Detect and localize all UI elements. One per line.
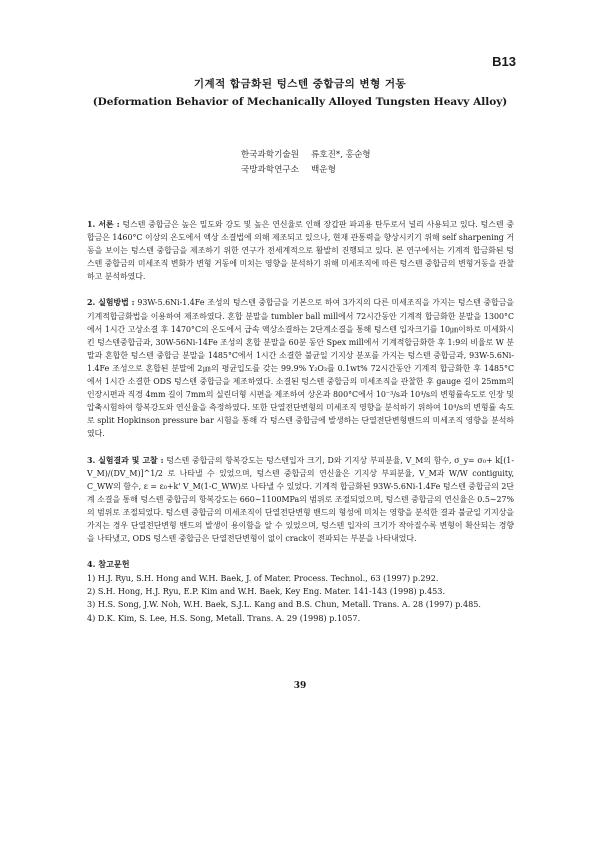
author-block: [0, 148, 600, 178]
references: [87, 558, 514, 625]
section-text: 텅스텐 중합금의 항복강도는 텅스텐입자 크기, D와 기지상 부피분율, V_M의 함수, σ_y= σ₀+ k[(1-V_M)/(DV_M)]^1/2 로 나타낼 수 있었으며, 텅스텐 중합금의 연신율은 기지상 부피분율, V_M과 W/W contiguity, C_WW의 함수, ε = ε₀+k' V_M(1-C_WW)로 나타낼 수 있었다. 기계적 합금화된 93W-5.6Ni-1.4Fe 텅스텐 중합금의 2단계 소결을 통해 텅스텐 중합금의 항복강도는 660~1100MPa의 범위로 조절되었으며, 텅스텐 중합금의 연신율은 0.5~27%의 범위로 조절되었다. 텅스텐 중합금의 미세조직이 단열전단변형 밴드의 형성에 미치는 영향을 분석한 결과 불균일 기지상을 가지는 경우 단열전단변형 밴드의 발생이 용이함을 알 수 있었으며, 텅스텐 입자의 크기가 작아질수록 변형이 확산되는 경향을 나타냈고, ODS 텅스텐 중합금은 단열전단변형이 없이 crack이 전파되는 부분을 나타내었다.: [87, 455, 514, 544]
section-methods: [87, 296, 514, 440]
section-text: 93W-5.6Ni-1.4Fe 조성의 텅스텐 중합금을 기본으로 하여 3가지의 다른 미세조직을 가지는 텅스텐 중합금을 기계적합금화법을 이용하여 제조하였다. 혼합 분말을 tumbler ball mill에서 72시간동안 기계적 합금화한 분말을 1300°C에서 1시간 고상소결 후 1470°C의 온도에서 급속 액상소결하는 2단계소결을 통해 텅스텐 입자크기를 10㎛이하로 미세화시킨 텅스텐중합금과, 30W-56Ni-14Fe 조성의 혼합 분말을 60분 동안 Spex mill에서 기계적합금화한 후 1:9의 비율로 W 분말과 혼합한 텅스텐 중합금 분말을 1485°C에서 1시간 소결한 불균일 기지상 분포를 가지는 텅스텐 중합금과, 93W-5.6Ni-1.4Fe 조성으로 혼합된 분말에 2㎛의 평균입도를 갖는 99.9% Y₂O₃를 0.1wt% 72시간동안 기계적 합금화한 후 1485°C에서 1시간 소결한 ODS 텅스텐 중합금을 제조하였다. 소결된 텅스텐 중합금의 미세조직을 관찰한 후 gauge 길이 25mm의 인장시편과 직경 4mm 길이 7mm의 실린더형 시편을 제조하여 상온과 800°C에서 10⁻³/s과 10⁴/s의 변형률속도로 인장 및 압축시험하여 항복강도와 연신율을 측정하였다. 또한 단열전단변형의 미세조직 영향을 분석하기 위하여 10⁴/s의 변형률 속도로 split Hopkinson pressure bar 시험을 통해 각 텅스텐 중합금에 발생하는 단열전단변형밴드의 미세조직 영향을 분석하였다.: [87, 298, 514, 439]
page-number: 39: [293, 681, 307, 691]
author-line: [0, 163, 600, 178]
reference-item: 4) D.K. Kim, S. Lee, H.S. Song, Metall. Trans. A. 29 (1998) p.1057.: [87, 612, 361, 623]
reference-item: 1) H.J. Ryu, S.H. Hong and W.H. Baek, J. of Mater. Process. Technol., 63 (1997) p.292.: [87, 572, 439, 583]
section-heading: 2. 실험방법 :: [87, 298, 135, 308]
author-institution: 국방과학연구소: [240, 165, 299, 175]
paper-body: [87, 218, 514, 625]
author-names: 백운형: [311, 165, 336, 175]
abstract-code: B13: [492, 54, 516, 69]
author-names: 류호진*, 홍순형: [311, 150, 371, 160]
section-heading: 3. 실험결과 및 고찰 :: [87, 455, 164, 465]
author-line: [0, 148, 600, 163]
references-heading: 4. 참고문헌: [87, 559, 130, 570]
reference-item: 3) H.S. Song, J.W. Noh, W.H. Baek, S.J.L. Kang and B.S. Chun, Metall. Trans. A. 28 (1997) p.485.: [87, 599, 481, 610]
section-text: 텅스텐 중합금은 높은 밀도와 강도 및 높은 연신율로 인해 장갑판 파괴용 탄두로서 널리 사용되고 있다. 텅스텐 중합금은 1460°C 이상의 온도에서 액상 소결법에 의해 제조되고 있으나, 현재 관통력을 향상시키기 위해 self sharpening 거동을 보이는 텅스텐 중합금을 제조하기 위한 연구가 전세계적으로 활발히 진행되고 있다. 본 연구에서는 기계적 합금화된 텅스텐 중합금의 미세조직 변화가 변형 거동에 미치는 영향을 분석하기 위해 미세조직에 따른 텅스텐 중합금의 변형거동을 관찰하고 분석하였다.: [87, 220, 514, 282]
title-english: (Deformation Behavior of Mechanically Alloyed Tungsten Heavy Alloy): [92, 96, 508, 108]
section-heading: 1. 서론 :: [87, 220, 120, 229]
section-introduction: [87, 218, 514, 283]
section-results: [87, 454, 514, 546]
title-korean: 기계적 합금화된 텅스텐 중합금의 변형 거동: [193, 78, 407, 90]
author-institution: 한국과학기술원: [240, 150, 299, 160]
reference-item: 2) S.H. Hong, H.J. Ryu, E.P. Kim and W.H. Baek, Key Eng. Mater. 141-143 (1998) p.453.: [87, 585, 446, 596]
